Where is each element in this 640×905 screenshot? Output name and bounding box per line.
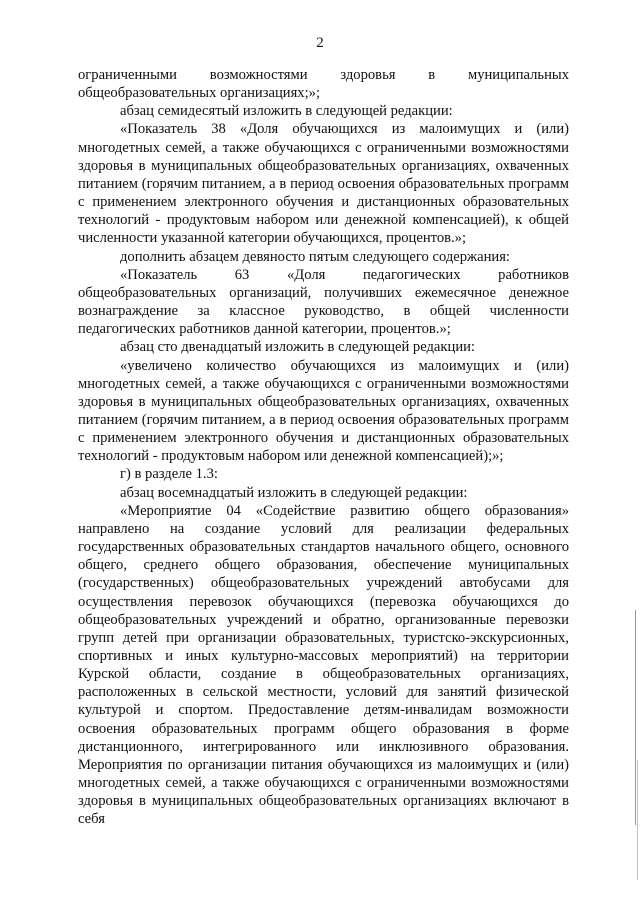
scan-edge-mark [635, 610, 636, 825]
paragraph-indicator-63: «Показатель 63 «Доля педагогических работников общеобразовательных организаций, получивших ежемесячное денежное вознаграждение за классное руководство, в общей численности педагогических работников данной категории, процентов.»; [78, 266, 569, 338]
paragraph-measure-04: «Мероприятие 04 «Содействие развитию общего образования» направлено на создание условий для реализации федеральных государственных образовательных стандартов начального общего, основного общего, среднего общего образования, обеспечение муниципальных (государственных) общеобразовательных учреждений автобусами для осуществления перевозок обучающихся (перевозка обучающихся до общеобразовательных учреждений и обратно, организованные перевозки групп детей при организации образовательных, туристско-экскурсионных, спортивных и иных культурно-массовых мероприятий) на территории Курской области, создание в общеобразовательных организациях, расположенных в сельской местности, условий для занятий физической культурой и спортом. Предоставление детям-инвалидам возможности освоения образовательных программ общего образования в форме дистанционного, интегрированного или инклюзивного образования. Мероприятия по организации питания обучающихся из малоимущих и (или) многодетных семей, а также обучающихся с ограниченными возможностями здоровья в муниципальных общеобразовательных организациях включают в себя [78, 502, 569, 828]
paragraph-amendment-95: дополнить абзацем девяносто пятым следующего содержания: [120, 248, 510, 265]
paragraph-indicator-38: «Показатель 38 «Доля обучающихся из малоимущих и (или) многодетных семей, а также обучающихся с ограниченными возможностями здоровья в муниципальных общеобразовательных организациях, охваченных питанием (горячим питанием, а в период освоения образовательных программ с применением электронного обучения и дистанционных образовательных технологий - продуктовым набором или денежной компенсацией), к общей численности указанной категории обучающихся, процентов.»; [78, 121, 569, 247]
paragraph-amendment-112: абзац сто двенадцатый изложить в следующей редакции: [120, 339, 475, 356]
paragraph-continuation: ограниченными возможностями здоровья в муниципальных общеобразовательных организациях;»; [78, 67, 569, 102]
document-body [78, 66, 569, 829]
page-number: 2 [316, 35, 324, 51]
scan-edge-mark [637, 760, 638, 880]
paragraph-increase-count: «увеличено количество обучающихся из малоимущих и (или) многодетных семей, а также обучающихся с ограниченными возможностями здоровья в муниципальных общеобразовательных организациях, охваченных питанием (горячим питанием, а в период освоения образовательных программ с применением электронного обучения и дистанционных образовательных технологий - продуктовым набором или денежной компенсацией);»; [78, 357, 569, 465]
paragraph-section-1-3: г) в разделе 1.3: [120, 466, 218, 483]
paragraph-amendment-70: абзац семидесятый изложить в следующей редакции: [120, 103, 453, 120]
paragraph-amendment-18: абзац восемнадцатый изложить в следующей редакции: [120, 484, 468, 501]
